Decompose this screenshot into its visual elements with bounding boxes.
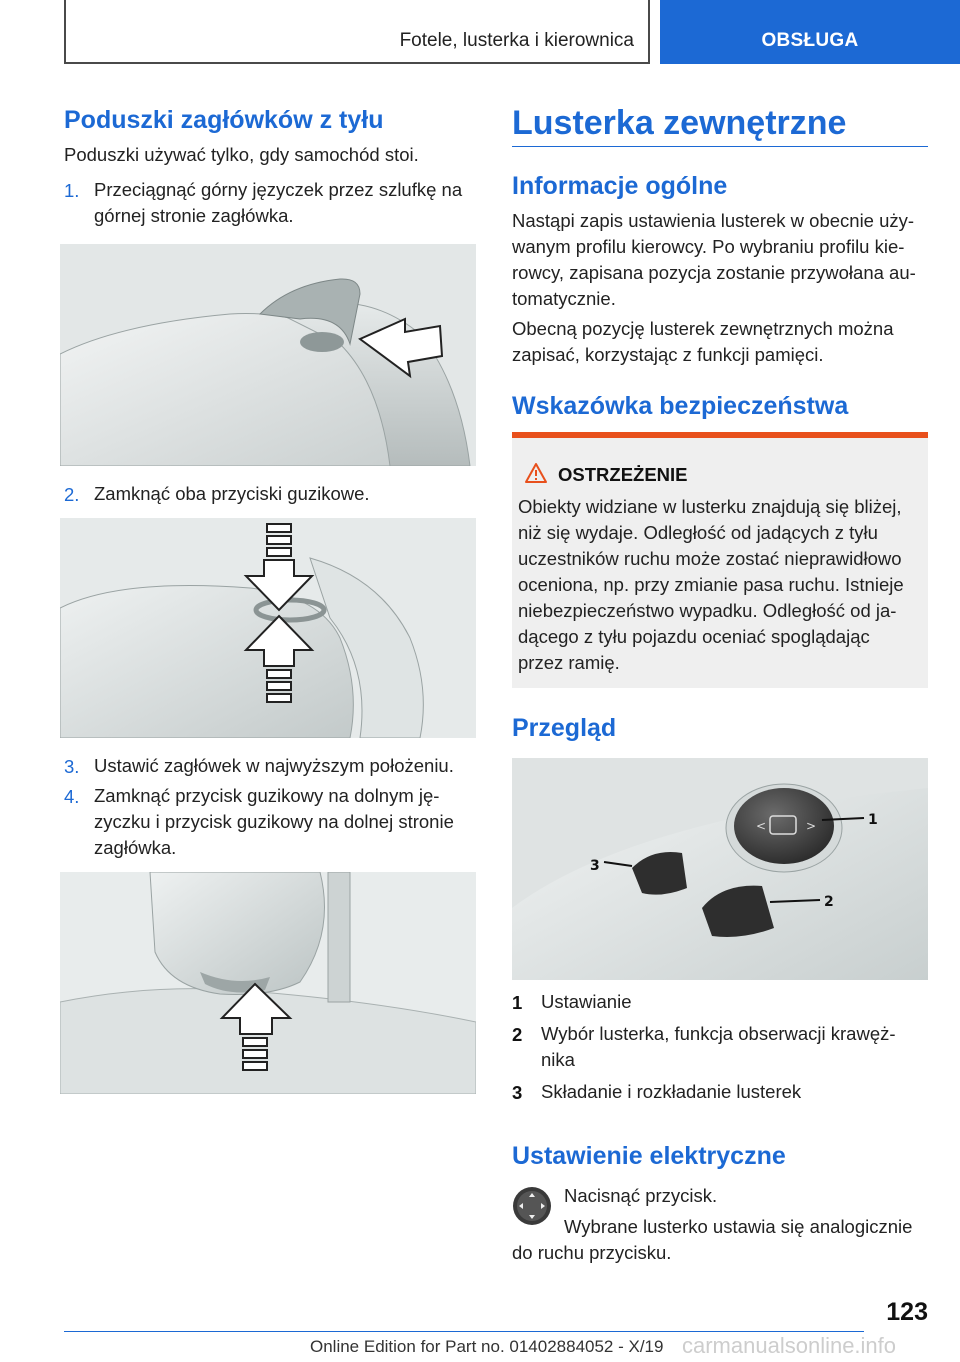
electric-description-line2: do ruchu przycisku. [512, 1242, 672, 1263]
overview-number: 3 [512, 1082, 523, 1103]
headrest-buttons-image [60, 518, 476, 738]
step-number: 4. [64, 786, 80, 807]
svg-text:>: > [806, 819, 817, 833]
electric-instruction: Nacisnąć przycisk. [564, 1185, 718, 1206]
overview-number: 1 [512, 992, 523, 1013]
left-heading: Poduszki zagłówków z tyłu [64, 106, 384, 134]
headrest-tab-image [60, 244, 476, 466]
callout-label: 2 [824, 894, 834, 910]
mirror-control-image [512, 758, 928, 980]
mirror-joystick-icon [512, 1186, 552, 1231]
footer-rule [64, 1331, 864, 1332]
tab-label: OBSŁUGA [761, 30, 859, 51]
overview-text: Składanie i rozkładanie lusterek [541, 1081, 802, 1102]
general-paragraph-2: Obecną pozycję lusterek zewnętrznych można zapisać, korzystając z funkcji pamięci. [512, 318, 894, 365]
footer-edition: Online Edition for Part no. 01402884052 - X/19 [310, 1337, 664, 1356]
overview-number: 2 [512, 1024, 523, 1045]
watermark: carmanualsonline.info [682, 1333, 897, 1358]
step-number: 2. [64, 484, 80, 505]
step-text: Zamknąć oba przyciski guzikowe. [94, 483, 370, 504]
warning-triangle-icon [524, 462, 548, 489]
overview-heading: Przegląd [512, 714, 617, 742]
section-title: Fotele, lusterka i kierownica [399, 30, 634, 51]
step-number: 3. [64, 756, 80, 777]
svg-text:<: < [756, 819, 767, 833]
header-section-box [64, 0, 650, 64]
general-heading: Informacje ogólne [512, 172, 728, 200]
page-number: 123 [886, 1298, 928, 1326]
warning-text: Obiekty widziane w lusterku znajdują się bliżej, niż się wydaje. Odległość od jadących z tyłu uczestników ruchu może zostać nieprawidłowo oceniona, np. przy zmianie pasa ruchu. Istnieje niebezpieczeństwo wypadku. Odległość od ja- dącego z tyłu pojazdu oceniać spoglądając przez ramię. [518, 496, 904, 673]
step-number: 1. [64, 180, 80, 201]
callout-label: 3 [590, 858, 600, 874]
overview-text: Ustawianie [541, 991, 632, 1012]
step-text: Przeciągnąć górny języczek przez szlufkę na górnej stronie zagłówka. [94, 179, 463, 226]
callout-label: 1 [868, 812, 878, 828]
warning-box [512, 432, 928, 688]
step-text: Ustawić zagłówek w najwyższym położeniu. [94, 755, 454, 776]
warning-title: OSTRZEŻENIE [558, 464, 688, 485]
electric-description-line1: Wybrane lusterko ustawia się analogicznie [564, 1216, 913, 1237]
left-intro: Poduszki używać tylko, gdy samochód stoi. [64, 144, 419, 165]
step-text: Zamknąć przycisk guzikowy na dolnym ję- zyczku i przycisk guzikowy na dolnej stronie zagłówka. [94, 785, 454, 858]
general-paragraph-1: Nastąpi zapis ustawienia lusterek w obecnie uży- wanym profilu kierowcy. Po wybraniu profilu kie- rowcy, zapisana pozycja zostanie przywołana au- tomatycznie. [512, 210, 916, 309]
headrest-bottom-tab-image [60, 872, 476, 1094]
electric-heading: Ustawienie elektryczne [512, 1142, 786, 1170]
heading-rule [512, 146, 928, 147]
right-main-heading: Lusterka zewnętrzne [512, 104, 847, 142]
overview-text: Wybór lusterka, funkcja obserwacji krawęż- nika [541, 1023, 896, 1070]
header-tab-obsluga[interactable] [660, 0, 960, 64]
safety-heading: Wskazówka bezpieczeństwa [512, 392, 849, 420]
